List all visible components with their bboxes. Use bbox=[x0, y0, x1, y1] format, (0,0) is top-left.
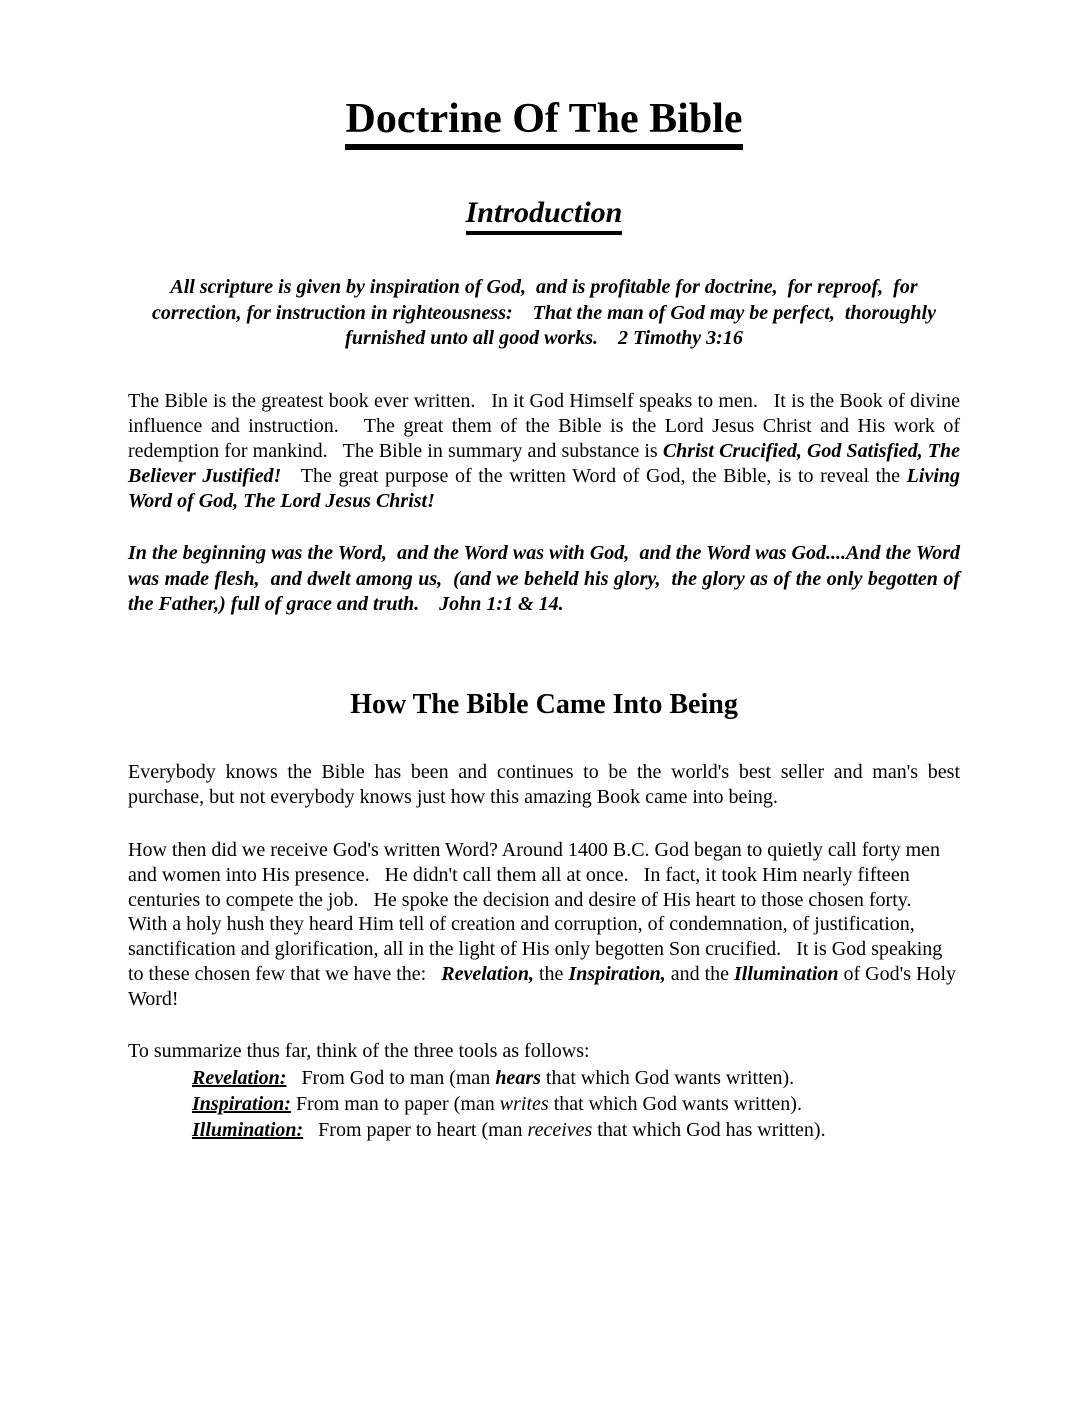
summary-list bbox=[128, 1065, 960, 1143]
scripture-2-timothy: All scripture is given by inspiration of God, and is profitable for doctrine, for reproof, for correction, for instruction in righteousness: That the man of God may be perfect, thoroughly furnished unto all good works. 2 Timothy 3:16 bbox=[152, 276, 941, 349]
paragraph-how-received: How then did we receive God's written Word? Around 1400 B.C. God began to quietly call forty men and women into His presence. He didn't call them all at once. In fact, it took Him nearly fifteen centuries to compete the job. He spoke the decision and desire of His heart to those chosen forty. With a holy hush they heard Him tell of creation and corruption, of condemnation, of justification, sanctification and glorification, all in the light of His only begotten Son crucified. It is God speaking to these chosen few that we have the: Revelation, the Inspiration, and the Illumination of God's Holy Word! bbox=[128, 838, 961, 1010]
summary-item-illumination: Illumination: From paper to heart (man receives that which God has written). bbox=[192, 1119, 826, 1142]
paragraph-everybody-knows: Everybody knows the Bible has been and continues to be the world's best seller and man's best purchase, but not everybody knows just how this amazing Book came into being. bbox=[128, 761, 965, 809]
summary-lead: To summarize thus far, think of the three tools as follows: bbox=[128, 1040, 590, 1063]
document-title bbox=[128, 96, 960, 150]
intro-heading bbox=[128, 196, 960, 235]
summary-item-revelation: Revelation: From God to man (man hears that which God wants written). bbox=[192, 1067, 795, 1090]
scripture-john: In the beginning was the Word, and the Word was with God, and the Word was God....And the Word was made flesh, and dwelt among us, (and we beheld his glory, the glory as of the only begotten of the Father,) full of grace and truth. John 1:1 & 14. bbox=[128, 542, 965, 616]
paragraph-bible-greatest: The Bible is the greatest book ever written. In it God Himself speaks to men. It is the Book of divine influence and instruction. The great them of the Bible is the Lord Jesus Christ and His work of redemption for mankind. The Bible in summary and substance is Christ Crucified, God Satisfied, The Believer Justified! The great purpose of the written Word of God, the Bible, is to reveal the Living Word of God, The Lord Jesus Christ! bbox=[128, 390, 965, 512]
intro-heading-text: Introduction bbox=[466, 196, 623, 235]
section-heading-how-bible-came: How The Bible Came Into Being bbox=[350, 688, 738, 720]
document-title-text: Doctrine Of The Bible bbox=[345, 96, 742, 150]
summary-item-inspiration: Inspiration: From man to paper (man writes that which God wants written). bbox=[192, 1093, 802, 1116]
